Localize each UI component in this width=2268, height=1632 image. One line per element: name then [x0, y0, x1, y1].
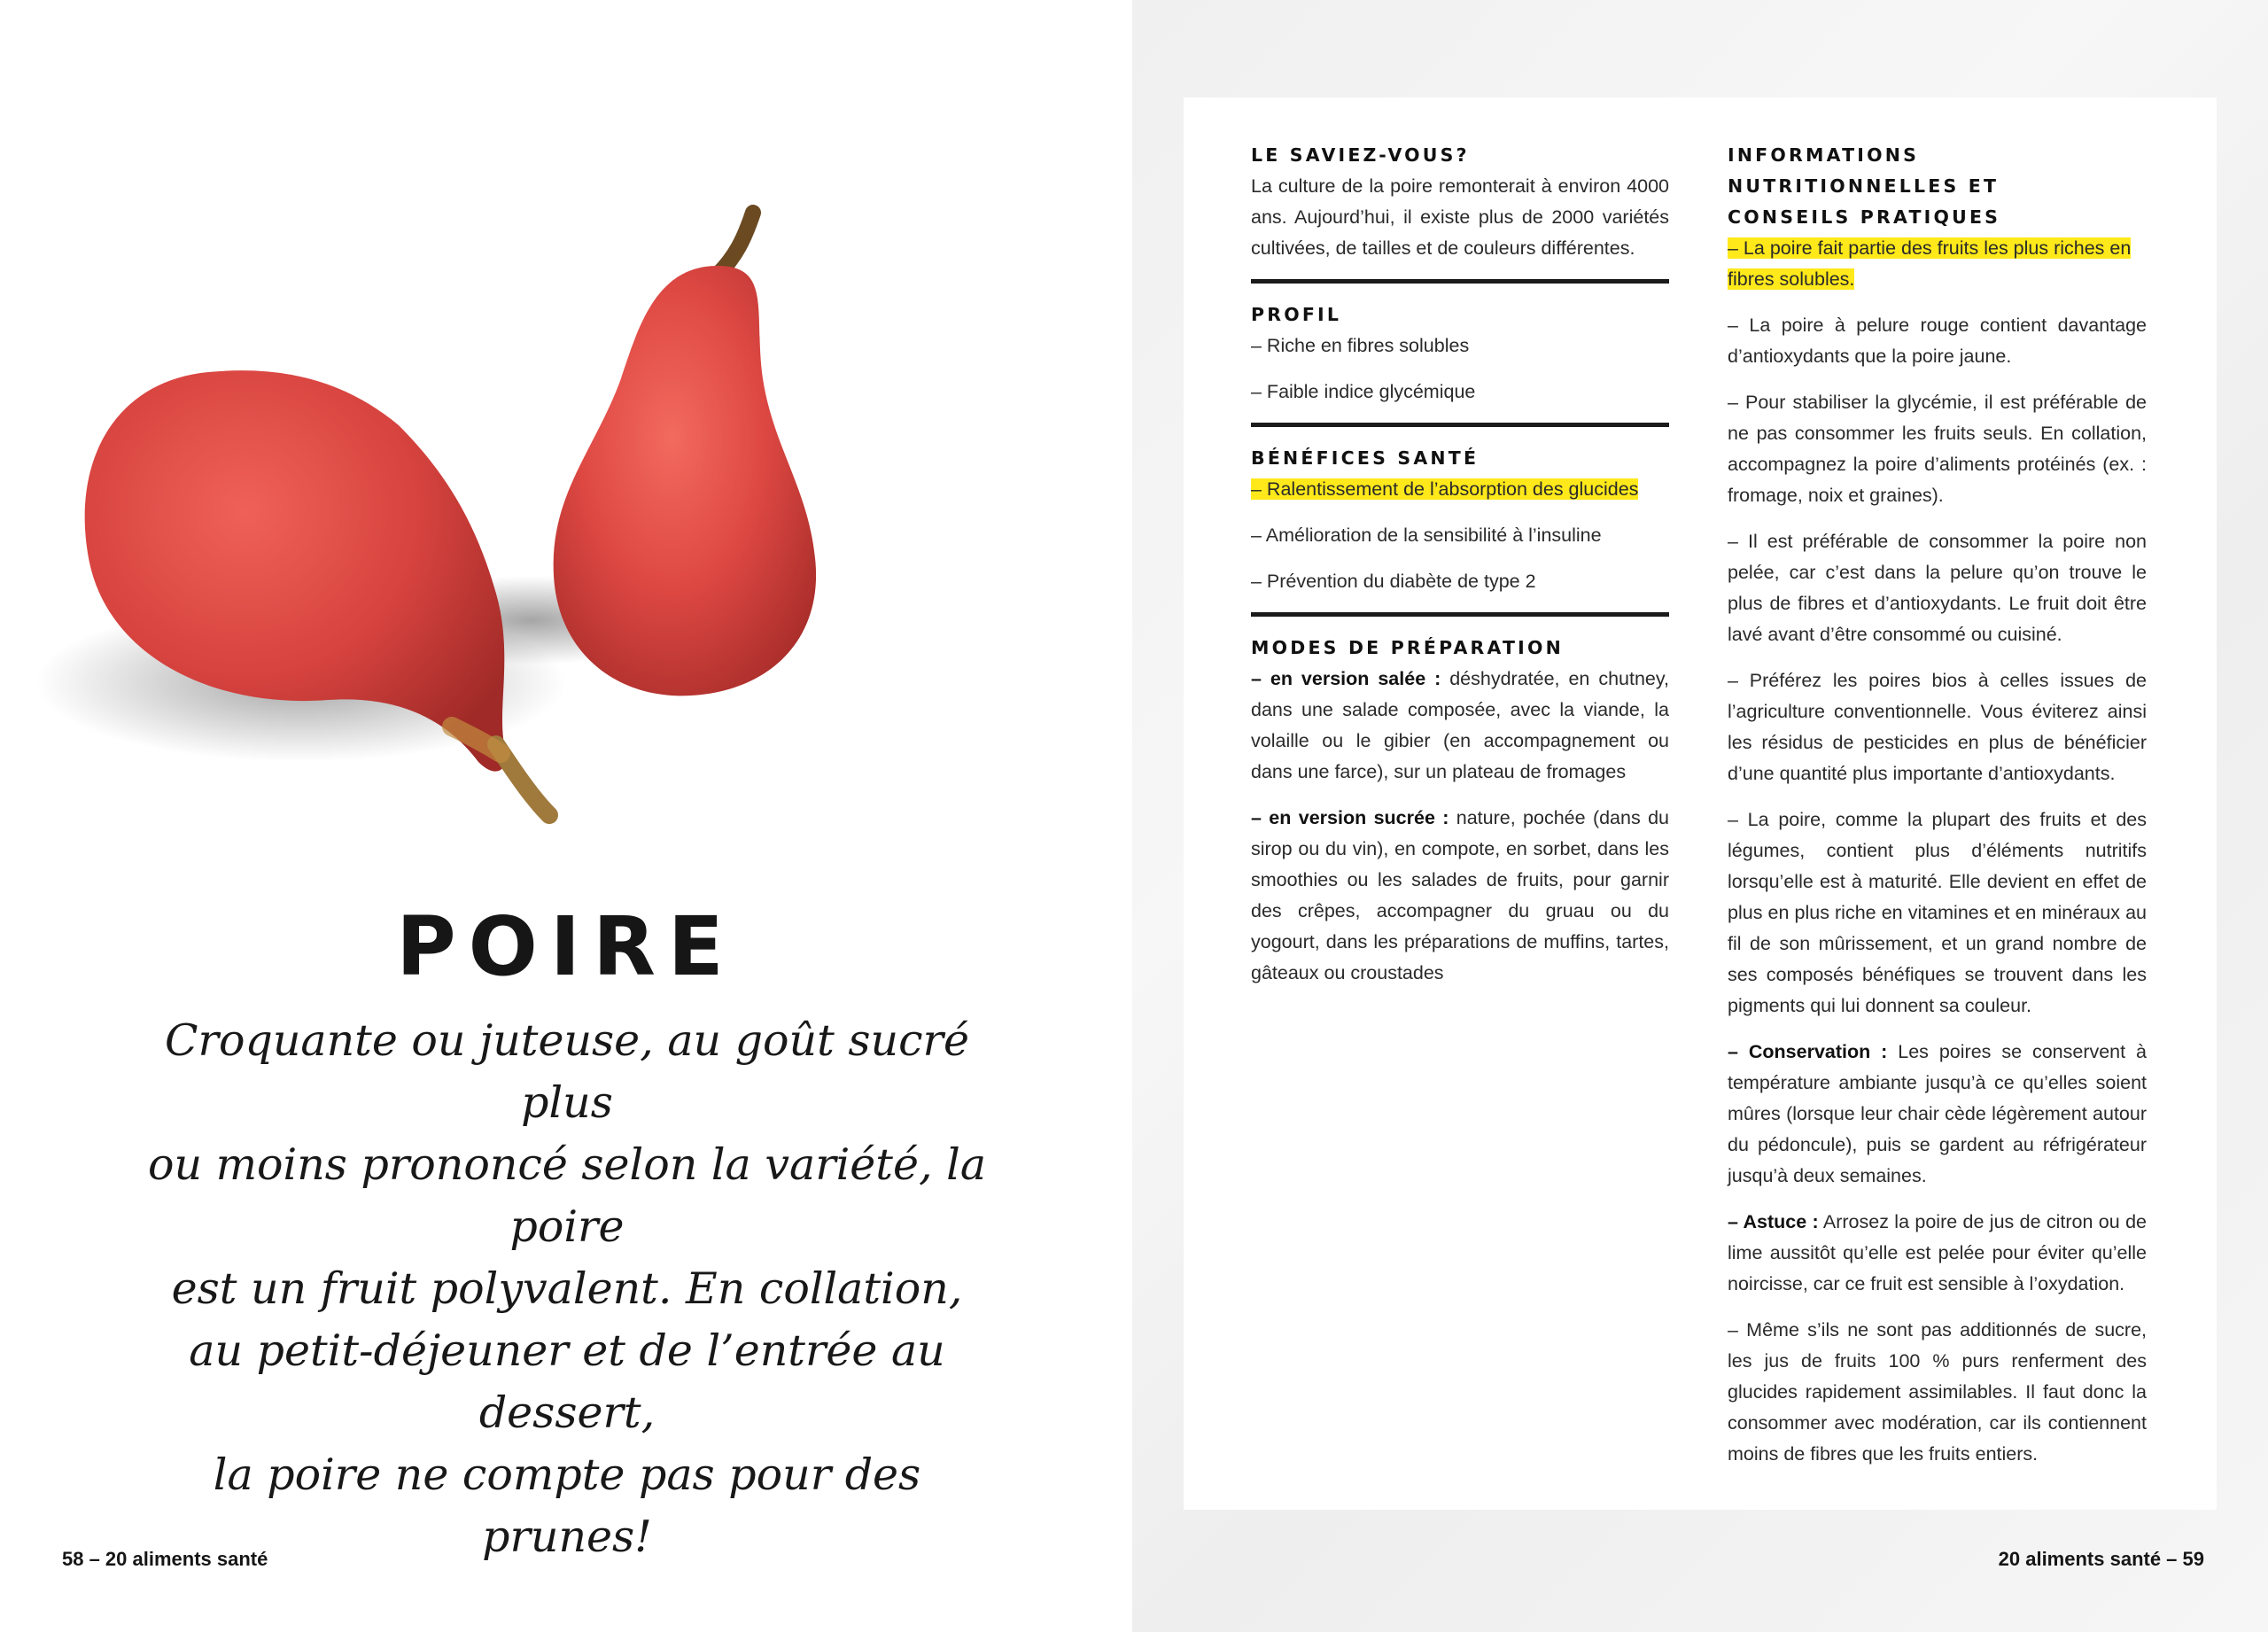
list-item — [1728, 1037, 2147, 1192]
section-modes-preparation — [1251, 633, 1669, 989]
page-number-right: 20 aliments santé – 59 — [1998, 1548, 2204, 1570]
list-item: – Même s’ils ne sont pas additionnés de sucre, les jus de fruits 100 % purs renferment des glucides rapidement assimilables. Il faut donc la consommer avec modération, car ils contiennent moins de fibres que les fruits entiers. — [1728, 1319, 2147, 1465]
tagline-line: ou moins prononcé selon la variété, la poire — [147, 1139, 987, 1252]
highlighted-text: – La poire fait partie des fruits les plus riches en fibres solubles. — [1728, 237, 2132, 290]
section-divider — [1251, 423, 1669, 427]
list-item: – Il est préférable de consommer la poire non pelée, car c’est dans la pelure qu’on trouve le plus de fibres et d’antioxydants. Le fruit doit être lavé avant d’être consommé ou cuisiné. — [1728, 531, 2147, 645]
page-title: POIRE — [396, 899, 736, 994]
tagline-line: au petit-déjeuner et de l’entrée au dessert, — [189, 1325, 945, 1438]
info-column-right — [1728, 140, 2147, 1485]
list-item: – Prévention du diabète de type 2 — [1251, 571, 1536, 592]
list-item — [1728, 233, 2147, 295]
list-item: – Pour stabiliser la glycémie, il est préférable de ne pas consommer les fruits seuls. En collation, accompagnez la poire d’aliments protéinés (ex. : fromage, noix et graines). — [1728, 392, 2147, 506]
item-label: – Astuce : — [1728, 1211, 1819, 1232]
list-item: – La poire à pelure rouge contient davantage d’antioxydants que la poire jaune. — [1728, 315, 2147, 367]
tagline-line: est un fruit polyvalent. En collation, — [171, 1263, 963, 1314]
list-item: – Préférez les poires bios à celles issues de l’agriculture conventionnelle. Vous éviterez ainsi les résidus de pesticides en plus de bénéficier d’une quantité plus importante d’antioxydants. — [1728, 670, 2147, 784]
list-item — [1251, 474, 1669, 505]
section-heading-line: NUTRITIONNELLES ET — [1728, 175, 2000, 197]
section-divider — [1251, 612, 1669, 617]
tagline-line: Croquante ou juteuse, au goût sucré plus — [165, 1015, 969, 1128]
item-label: – en version salée : — [1251, 668, 1441, 689]
highlighted-text: – Ralentissement de l’absorption des glucides — [1251, 478, 1639, 500]
section-profil — [1251, 299, 1669, 408]
list-item: – Riche en fibres solubles — [1251, 335, 1470, 356]
item-text: Les poires se conservent à température ambiante jusqu’à ce qu’elles soient mûres (lorsque leur chair cède légèrement autour du pédoncule), puis se gardent au réfrigérateur jusqu’à deux semaines. — [1728, 1041, 2147, 1186]
section-heading-line: CONSEILS PRATIQUES — [1728, 206, 2001, 228]
list-item — [1251, 803, 1669, 989]
section-heading-line: INFORMATIONS — [1728, 144, 1920, 166]
list-item — [1728, 1207, 2147, 1300]
page-number-left: 58 – 20 aliments santé — [62, 1548, 268, 1570]
tagline — [124, 1010, 1010, 1568]
section-heading: LE SAVIEZ-VOUS? — [1251, 144, 1470, 166]
item-text: Arrosez la poire de jus de citron ou de lime aussitôt qu’elle est pelée pour éviter qu’elle noircisse, car ce fruit est sensible à l’oxydation. — [1728, 1211, 2147, 1294]
item-text: déshydratée, en chutney, dans une salade composée, avec la viande, la volaille ou le gibier (en accompagnement ou dans une farce), sur un plateau de fromages — [1251, 668, 1669, 782]
section-divider — [1251, 279, 1669, 284]
pears-photo — [35, 159, 957, 851]
item-label: – en version sucrée : — [1251, 807, 1449, 828]
section-heading: BÉNÉFICES SANTÉ — [1251, 447, 1480, 469]
section-heading: PROFIL — [1251, 304, 1342, 325]
section-saviez-vous — [1251, 140, 1669, 264]
section-benefices — [1251, 443, 1669, 597]
list-item — [1251, 664, 1669, 788]
item-text: nature, pochée (dans du sirop ou du vin), en compote, en sorbet, dans les smoothies ou les salades de fruits, pour garnir des crêpes, accompagner du gruau ou du yogourt, dans les préparations de muffins, tartes, gâteaux ou croustades — [1251, 807, 1669, 983]
info-column-left — [1251, 140, 1669, 1004]
tagline-line: la poire ne compte pas pour des prunes! — [213, 1449, 921, 1562]
section-text: La culture de la poire remonterait à environ 4000 ans. Aujourd’hui, il existe plus de 2000 variétés cultivées, de tailles et de couleurs différentes. — [1251, 175, 1669, 259]
list-item: – Amélioration de la sensibilité à l’insuline — [1251, 525, 1602, 546]
section-heading: MODES DE PRÉPARATION — [1251, 637, 1564, 658]
item-label: – Conservation : — [1728, 1041, 1888, 1062]
pear-right — [554, 213, 816, 696]
list-item: – La poire, comme la plupart des fruits et des légumes, contient plus d’éléments nutritifs lorsqu’elle est à maturité. Elle devient en effet de plus en plus riche en vitamines et en minéraux au fil de son mûrissement, et un grand nombre de ses composés bénéfiques se trouvent dans les pigments qui lui donnent sa couleur. — [1728, 809, 2147, 1016]
list-item: – Faible indice glycémique — [1251, 381, 1476, 402]
